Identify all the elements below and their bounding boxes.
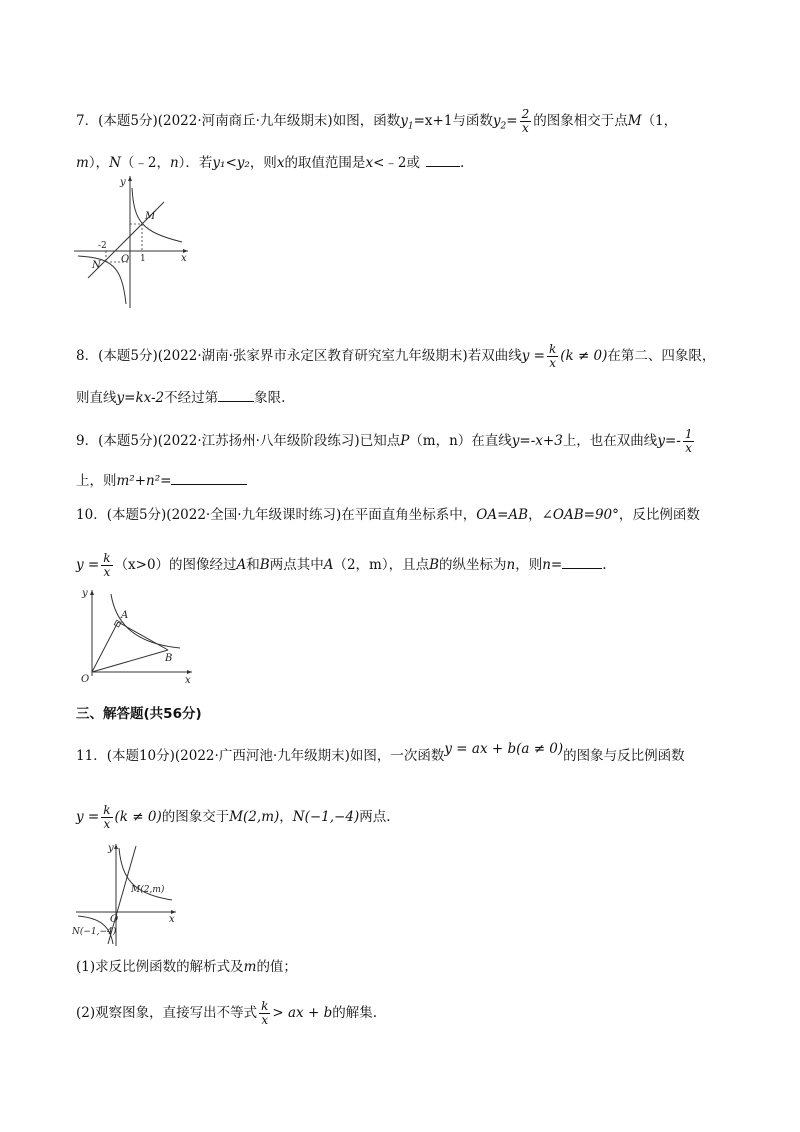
q7-fig-neg2: -2 [98, 241, 107, 251]
q10-fig-origin: O [81, 674, 90, 685]
q11-ineq-fraction: $\frac{k}{x}$ [261, 999, 269, 1027]
q8-line-2: 则直线y=kx-2不经过第 象限. [76, 387, 285, 408]
q10-line-1: 10．(本题5分)(2022·全国·九年级课时练习)在平面直角坐标系中，OA=AB，∠OAB=90°，反比例函数 [76, 507, 700, 523]
q7-hyperbola-q1 [132, 188, 182, 242]
q11-number: 11 [76, 748, 94, 764]
q11-fig-M: M(2,m) [131, 885, 165, 895]
q8-fraction: $\frac{k}{x}$ [548, 342, 557, 370]
q11-fig-x-label: x [169, 914, 175, 925]
q9-fraction: $\frac{1}{x}$ [684, 427, 693, 455]
q11-fraction: $\frac{k}{x}$ [103, 803, 111, 831]
q10-fraction: $\frac{k}{x}$ [103, 551, 111, 579]
q10-fig-A: A [121, 610, 129, 621]
q10-fig-y-label: y [82, 588, 88, 599]
q10-fig-x-label: x [185, 675, 191, 686]
q10-fig-B: B [165, 653, 173, 664]
q7-hyperbola-q3 [78, 256, 126, 304]
q11-line-1: 11．(本题10分)(2022·广西河池·九年级期末)如图，一次函数y = ax + b(a ≠ 0)的图象与反比例函数 [76, 741, 685, 764]
q7-answer-blank[interactable] [426, 152, 460, 167]
q8-line-1: 8．(本题5分)(2022·湖南·张家界市永定区教育研究室九年级期末)若双曲线y = $\frac{k}{x}$ (k ≠ 0)在第二、四象限， [76, 342, 716, 370]
q8-answer-blank[interactable] [218, 387, 254, 402]
q9-number: 9 [76, 433, 85, 449]
q10-segment-OB [92, 650, 168, 672]
section-3-title: 三、解答题(共56分) [76, 706, 202, 722]
q10-segment-AB [118, 622, 168, 650]
q7-figure [72, 172, 192, 310]
q10-tag: (本题5分)(2022·全国·九年级课时练习) [106, 507, 342, 523]
q11-fig-origin: O [110, 914, 119, 925]
q7-number: 7 [76, 113, 85, 129]
q7-fig-M: M [145, 211, 156, 222]
q7-tag: (本题5分)(2022·河南商丘·九年级期末) [98, 113, 333, 129]
q8-tag: (本题5分)(2022·湖南·张家界市永定区教育研究室九年级期末) [98, 348, 468, 364]
q7-fig-y-label: y [120, 177, 126, 188]
q7-line-1: 7．(本题5分)(2022·河南商丘·九年级期末)如图，函数$y_1=x+1$与函数$y_2=$ $\frac{2}{x}$ 的图象相交于点M（1， [76, 107, 678, 135]
q7-fig-N: N [92, 260, 101, 271]
q9-line-2: 上，则m²+n²= [76, 470, 247, 491]
q10-line-2: y = $\frac{k}{x}$ （x>0）的图像经过A和B两点其中A（2，m），且点B的纵坐标为n，则n= . [76, 551, 607, 579]
q7-line-2: m），N（﹣2，n）．若y₁<y₂，则x的取值范围是x<﹣2或 . [76, 152, 464, 173]
q7-fig-x-label: x [181, 253, 187, 264]
q9-tag: (本题5分)(2022·江苏扬州·八年级阶段练习) [98, 433, 360, 449]
q10-figure [78, 586, 196, 688]
q11-line-2: y = $\frac{k}{x}$ (k ≠ 0)的图象交于M(2,m)，N(−1,−4)两点. [76, 803, 391, 831]
q11-figure [72, 840, 182, 948]
q9-line-1: 9．(本题5分)(2022·江苏扬州·八年级阶段练习)已知点P（m，n）在直线y=-x+3上，也在双曲线y=- $\frac{1}{x}$ [76, 427, 693, 455]
q11-tag: (本题10分)(2022·广西河池·九年级期末) [106, 748, 350, 764]
q10-answer-blank[interactable] [562, 554, 602, 569]
q11-sub-1: (1)求反比例函数的解析式及m的值； [76, 959, 297, 975]
q8-number: 8 [76, 348, 85, 364]
q7-fig-one: 1 [140, 254, 146, 264]
q7-fig-origin: O [121, 254, 130, 265]
q10-hyperbola [111, 594, 180, 648]
q11-fig-N: N(−1,−4) [72, 927, 117, 937]
q11-sub-2: (2)观察图象，直接写出不等式 $\frac{k}{x}$ > ax + b的解集. [76, 999, 378, 1027]
q10-segment-OA [92, 622, 118, 672]
q7-fraction: $\frac{2}{x}$ [521, 107, 530, 135]
q10-number: 10 [76, 507, 94, 523]
q9-answer-blank[interactable] [171, 470, 247, 485]
q11-fig-y-label: y [108, 843, 114, 854]
